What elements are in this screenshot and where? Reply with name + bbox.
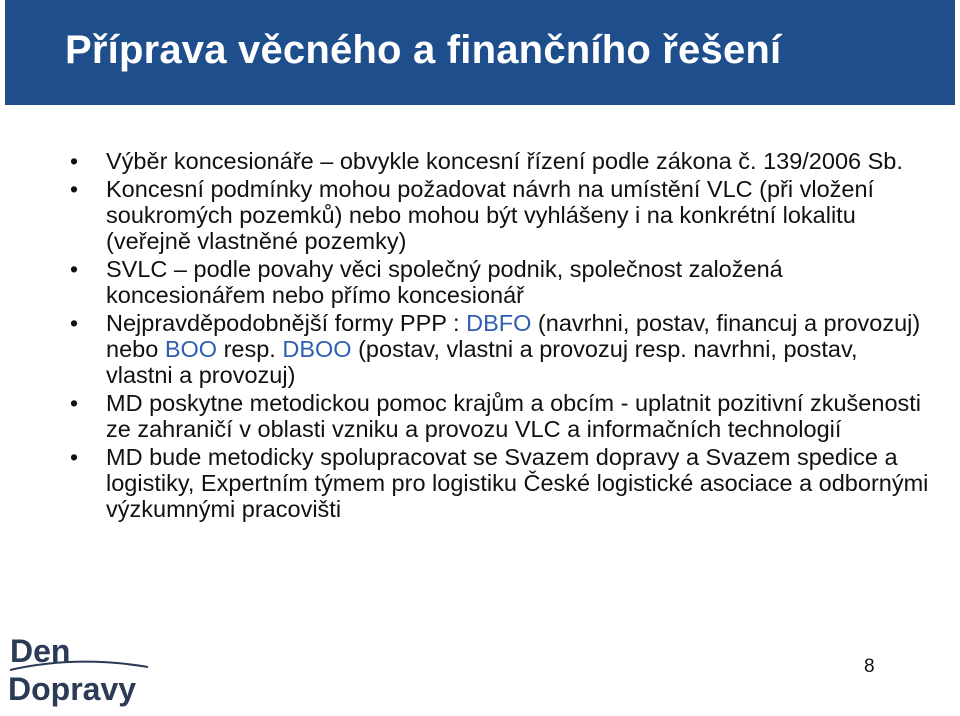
bullet-item — [70, 310, 930, 388]
bullet-dot-icon: • — [70, 390, 79, 416]
logo-line1: Den — [10, 633, 71, 669]
bullet-dot-icon: • — [70, 176, 79, 202]
title-bar — [5, 0, 955, 105]
abbr-boo: BOO — [164, 336, 218, 362]
bullet-item — [70, 176, 930, 254]
bullet-item — [70, 390, 930, 442]
bullet-item — [70, 256, 930, 308]
logo-line2: Dopravy — [8, 671, 137, 707]
bullet-dot-icon: • — [70, 256, 79, 282]
bullet-text-g: (postav, vlastni a provozuj resp. navrhni, postav, vlastni a provozuj) — [106, 336, 858, 388]
bullet-text: Koncesní podmínky mohou požadovat návrh na umístění VLC (při vložení soukromých pozemků) nebo mohou být vyhlášeny i na konkrétní lokalitu (veřejně vlastněné pozemky) — [106, 176, 875, 254]
bullet-text: Výběr koncesionáře – obvykle koncesní řízení podle zákona č. 139/2006 Sb. — [106, 148, 903, 174]
page-number: 8 — [864, 656, 875, 677]
den-dopravy-logo — [6, 628, 156, 708]
abbr-dboo: DBOO — [282, 336, 352, 362]
bullet-dot-icon: • — [70, 310, 79, 336]
bullet-text: MD bude metodicky spolupracovat se Svazem dopravy a Svazem spedice a logistiky, Expertním týmem pro logistiku České logistické asociace a odbornými výzkumnými pracovišti — [106, 444, 929, 522]
bullet-dot-icon: • — [70, 148, 79, 174]
bullet-text-c: (navrhni, postav, financuj a provozuj) nebo — [106, 310, 921, 362]
bullet-text-a: Nejpravděpodobnější formy PPP : — [106, 310, 467, 336]
bullet-dot-icon: • — [70, 444, 79, 470]
bullet-list — [70, 148, 930, 524]
bullet-item — [70, 148, 930, 174]
abbr-dbfo: DBFO — [466, 310, 532, 336]
slide-title: Příprava věcného a finančního řešení — [65, 28, 782, 72]
bullet-text: MD poskytne metodickou pomoc krajům a obcím - uplatnit pozitivní zkušenosti ze zahraničí v oblasti vzniku a provozu VLC a informačních technologií — [106, 390, 922, 442]
bullet-item — [70, 444, 930, 522]
bullet-text-e: resp. — [217, 336, 283, 362]
bullet-text: SVLC – podle povahy věci společný podnik, společnost založená koncesionářem nebo přímo koncesionář — [106, 256, 783, 308]
